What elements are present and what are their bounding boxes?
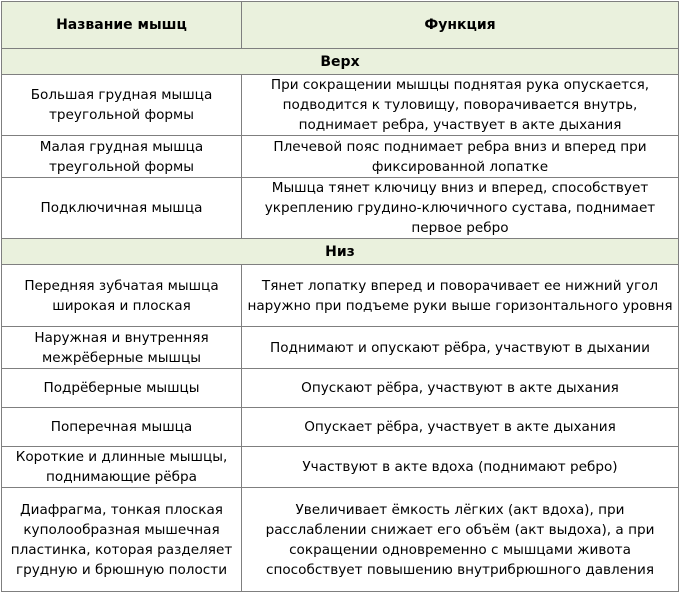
table-row bbox=[2, 369, 679, 408]
muscle-name-cell: Малая грудная мышца треугольной формы bbox=[2, 136, 242, 178]
muscle-name-cell: Короткие и длинные мышцы, поднимающие рёбра bbox=[2, 447, 242, 488]
header-function: Функция bbox=[242, 2, 679, 49]
function-cell: Тянет лопатку вперед и поворачивает ее нижний угол наружно при подъеме руки выше горизонтального уровня bbox=[242, 265, 679, 327]
table-row bbox=[2, 136, 679, 178]
function-cell: Увеличивает ёмкость лёгких (акт вдоха), при расслаблении снижает его объём (акт выдоха), а при сокращении одновременно с мышцами живота способствует повышению внутрибрюшного давления bbox=[242, 488, 679, 592]
table-row bbox=[2, 75, 679, 136]
table-row bbox=[2, 408, 679, 447]
muscles-table bbox=[1, 1, 679, 592]
table-row bbox=[2, 327, 679, 369]
section-title: Верх bbox=[2, 49, 679, 75]
function-cell: Поднимают и опускают рёбра, участвуют в дыхании bbox=[242, 327, 679, 369]
muscle-name-cell: Большая грудная мышца треугольной формы bbox=[2, 75, 242, 136]
muscle-name-cell: Наружная и внутренняя межрёберные мышцы bbox=[2, 327, 242, 369]
table-row bbox=[2, 488, 679, 592]
section-row-bottom bbox=[2, 239, 679, 265]
muscle-name-cell: Подрёберные мышцы bbox=[2, 369, 242, 408]
header-muscle-name: Название мышц bbox=[2, 2, 242, 49]
muscle-name-cell: Подключичная мышца bbox=[2, 178, 242, 239]
function-cell: Плечевой пояс поднимает ребра вниз и вперед при фиксированной лопатке bbox=[242, 136, 679, 178]
function-cell: При сокращении мышцы поднятая рука опускается, подводится к туловищу, поворачивается внутрь, поднимает ребра, участвует в акте дыхания bbox=[242, 75, 679, 136]
table-row bbox=[2, 265, 679, 327]
function-cell: Участвуют в акте вдоха (поднимают ребро) bbox=[242, 447, 679, 488]
function-cell: Опускают рёбра, участвуют в акте дыхания bbox=[242, 369, 679, 408]
function-cell: Мышца тянет ключицу вниз и вперед, способствует укреплению грудино-ключичного сустава, поднимает первое ребро bbox=[242, 178, 679, 239]
muscle-name-cell: Передняя зубчатая мышца широкая и плоская bbox=[2, 265, 242, 327]
table-row bbox=[2, 178, 679, 239]
section-row-top bbox=[2, 49, 679, 75]
muscle-name-cell: Диафрагма, тонкая плоская куполообразная мышечная пластинка, которая разделяет грудную и брюшную полости bbox=[2, 488, 242, 592]
section-title: Низ bbox=[2, 239, 679, 265]
table-row bbox=[2, 447, 679, 488]
muscle-name-cell: Поперечная мышца bbox=[2, 408, 242, 447]
function-cell: Опускает рёбра, участвует в акте дыхания bbox=[242, 408, 679, 447]
header-row bbox=[2, 2, 679, 49]
